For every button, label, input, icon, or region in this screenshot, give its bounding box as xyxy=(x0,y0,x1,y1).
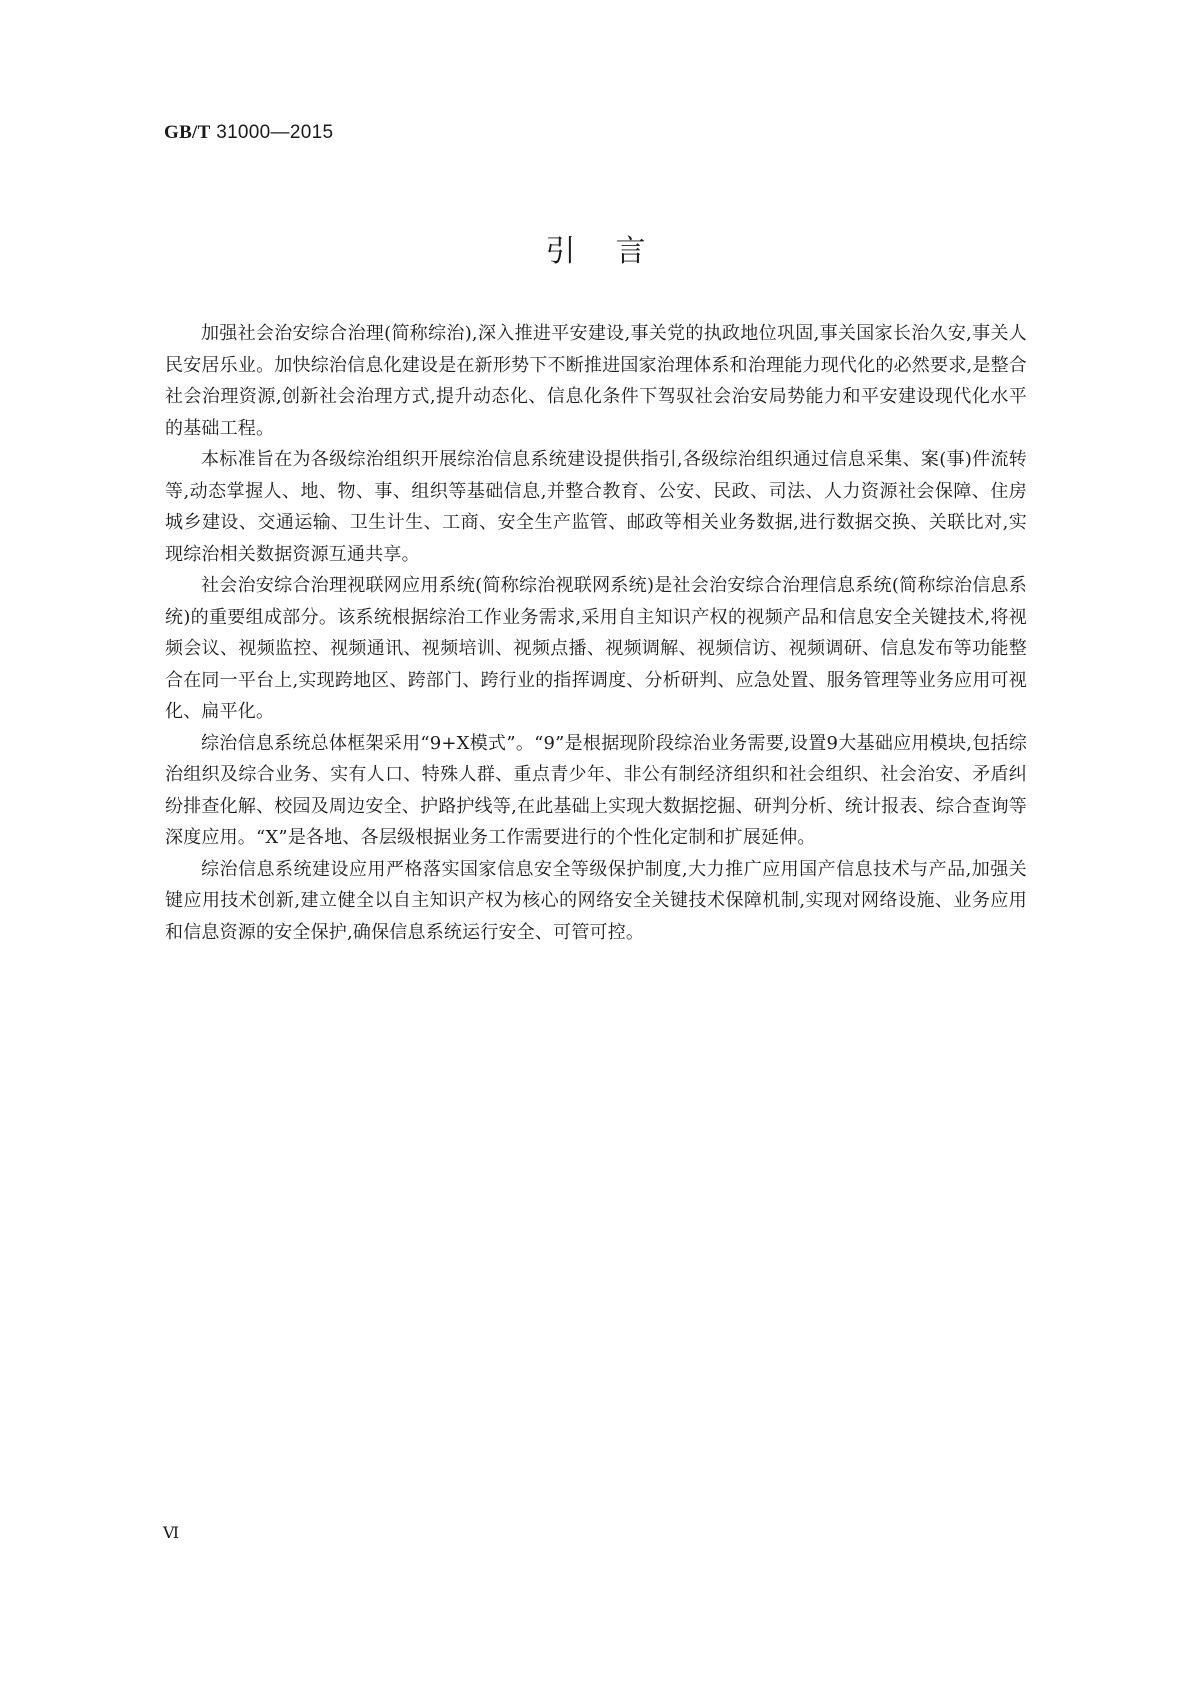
paragraph-2: 本标准旨在为各级综治组织开展综治信息系统建设提供指引,各级综治组织通过信息采集、案(事)件流转等,动态掌握人、地、物、事、组织等基础信息,并整合教育、公安、民政、司法、人力资源社会保障、住房城乡建设、交通运输、卫生计生、工商、安全生产监管、邮政等相关业务数据,进行数据交换、关联比对,实现综治相关数据资源互通共享。 xyxy=(165,449,1027,565)
page-title: 引言 xyxy=(545,234,686,269)
standard-code xyxy=(164,122,333,144)
standard-code-number: 31000—2015 xyxy=(216,122,334,143)
paragraph-1: 加强社会治安综合治理(简称综治),深入推进平安建设,事关党的执政地位巩固,事关国家长治久安,事关人民安居乐业。加快综治信息化建设是在新形势下不断推进国家治理体系和治理能力现代化的必然要求,是整合社会治理资源,创新社会治理方式,提升动态化、信息化条件下驾驭社会治安局势能力和平安建设现代化水平的基础工程。 xyxy=(165,323,1027,439)
introduction-body xyxy=(165,318,1027,948)
page-number: Ⅵ xyxy=(163,1525,180,1542)
standard-code-prefix: GB/T xyxy=(164,122,211,143)
paragraph-5: 综治信息系统建设应用严格落实国家信息安全等级保护制度,大力推广应用国产信息技术与产品,加强关键应用技术创新,建立健全以自主知识产权为核心的网络安全关键技术保障机制,实现对网络设施、业务应用和信息资源的安全保护,确保信息系统运行安全、可管可控。 xyxy=(165,858,1027,943)
paragraph-3: 社会治安综合治理视联网应用系统(简称综治视联网系统)是社会治安综合治理信息系统(简称综治信息系统)的重要组成部分。该系统根据综治工作业务需求,采用自主知识产权的视频产品和信息安全关键技术,将视频会议、视频监控、视频通讯、视频培训、视频点播、视频调解、视频信访、视频调研、信息发布等功能整合在同一平台上,实现跨地区、跨部门、跨行业的指挥调度、分析研判、应急处置、服务管理等业务应用可视化、扁平化。 xyxy=(165,575,1027,722)
paragraph-4: 综治信息系统总体框架采用“9+X模式”。“9”是根据现阶段综治业务需要,设置9大基础应用模块,包括综治组织及综合业务、实有人口、特殊人群、重点青少年、非公有制经济组织和社会组织、社会治安、矛盾纠纷排查化解、校园及周边安全、护路护线等,在此基础上实现大数据挖掘、研判分析、统计报表、综合查询等深度应用。“X”是各地、各层级根据业务工作需要进行的个性化定制和扩展延伸。 xyxy=(165,732,1027,848)
